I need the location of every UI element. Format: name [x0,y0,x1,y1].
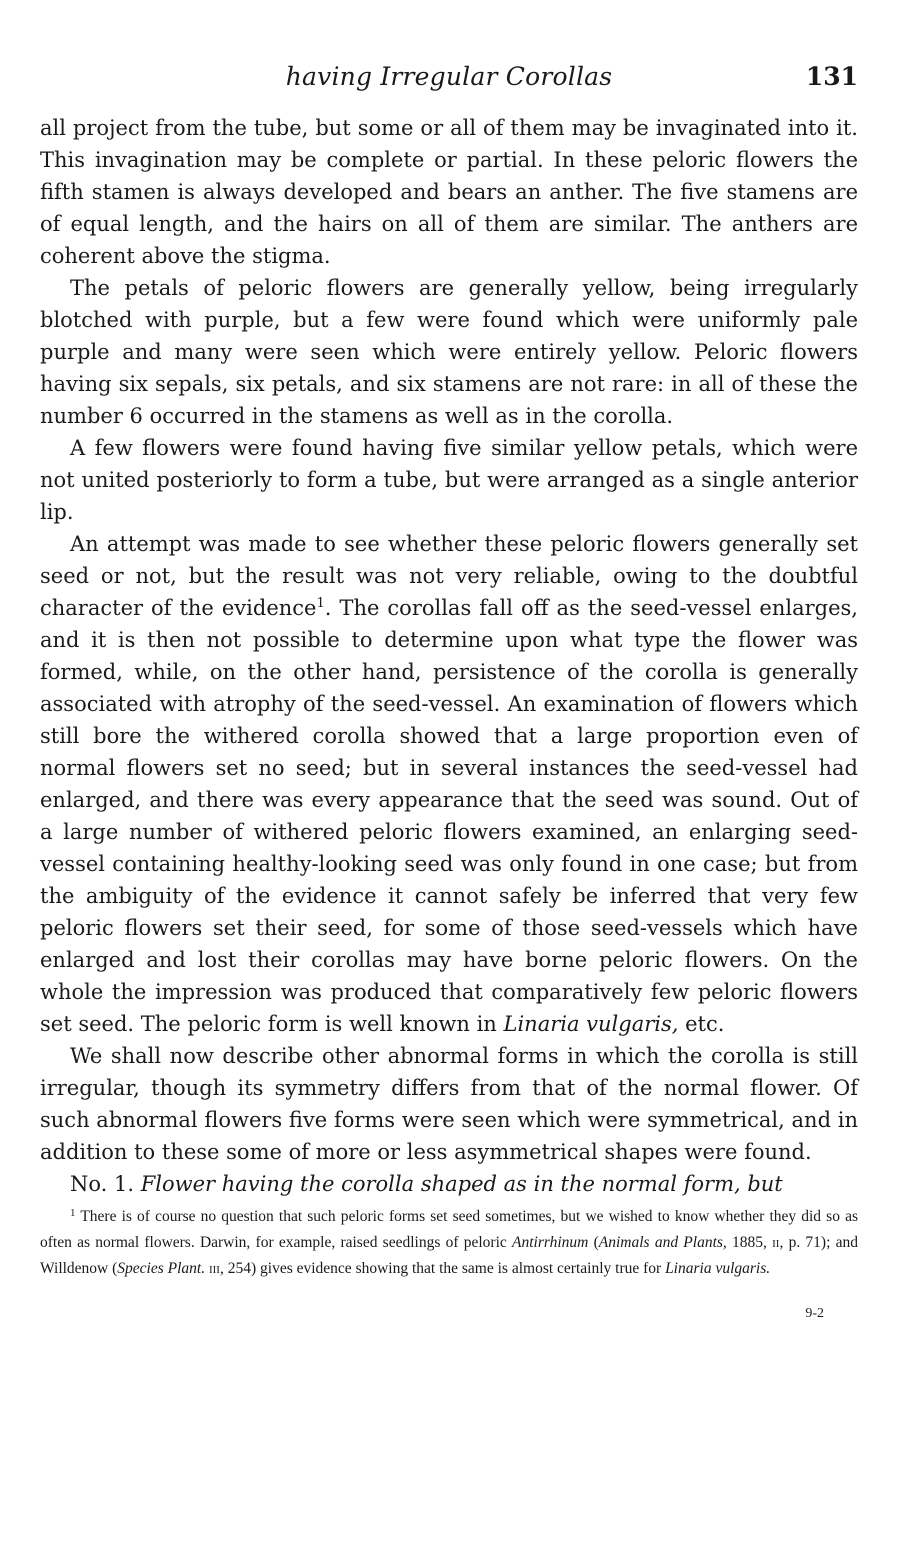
footnote-reference: 1 [316,596,325,611]
printer-signature: 9-2 [805,1306,824,1321]
paragraph-4 [40,528,858,1040]
footnote-text: ( [588,1234,599,1251]
form-description: Flower having the corolla shaped as in the normal form, but [140,1172,783,1196]
footnotes [40,1204,858,1282]
paragraph-6 [40,1168,858,1200]
species-name: Linaria vulgaris, [503,1012,679,1036]
footnote-text: 1885, [726,1234,773,1251]
book-page [40,60,858,1322]
footnote-text: , p. 71); and Willdenow ( [40,1234,859,1277]
footnote-marker: 1 [70,1207,76,1219]
book-title: Species Plant. [117,1260,206,1277]
genus-name: Antirrhinum [512,1234,589,1251]
page-number: 131 [805,62,858,91]
paragraph-1: all project from the tube, but some or all of them may be invaginated into it. This invagination may be complete or partial. In these peloric flowers the fifth stamen is always developed and bears an anther. The five stamens are of equal length, and the hairs on all of them are similar. The anthers are coherent above the stigma. [40,116,858,268]
running-head [40,60,858,104]
paragraph-3: A few flowers were found having five similar yellow petals, which were not united posteriorly to form a tube, but were arranged as a single anterior lip. [40,436,858,524]
book-title: Animals and Plants, [598,1234,727,1251]
footnote-text: , 254) gives evidence showing that the same is almost certainly true for [219,1260,666,1277]
volume-number: iii [208,1260,220,1277]
footnote-1 [40,1204,858,1282]
volume-number: ii [772,1234,780,1251]
body-text [40,112,858,1200]
paragraph-4-part-c: etc. [678,1012,725,1036]
running-title: having Irregular Corollas [285,62,613,91]
species-name: Linaria vulgaris. [665,1260,771,1277]
paragraph-5: We shall now describe other abnormal forms in which the corolla is still irregular, though its symmetry differs from that of the normal flower. Of such abnormal flowers five forms were seen which were symmetrical, and in addition to these some of more or less asymmetrical shapes were found. [40,1044,858,1164]
form-label: No. 1. [70,1172,141,1196]
paragraph-2: The petals of peloric flowers are generally yellow, being irregularly blotched with purple, but a few were found which were uniformly pale purple and many were seen which were entirely yellow. Peloric flowers having six sepals, six petals, and six stamens are not rare: in all of these the number 6 occurred in the stamens as well as in the corolla. [40,276,858,428]
footnote-text: There is of course no question that such peloric forms set seed sometimes, but we wished to know whether they did so as often as normal flowers. Darwin, for example, raised seedlings of peloric [40,1208,858,1251]
paragraph-4-part-a: An attempt was made to see whether these peloric flowers generally set seed or not, but the result was not very reliable, owing to the doubtful character of the evidence [40,532,858,620]
paragraph-4-part-b: . The corollas fall off as the seed-vessel enlarges, and it is then not possible to determine upon what type the flower was formed, while, on the other hand, persistence of the corolla is generally associated with atrophy of the seed-vessel. An examination of flowers which still bore the withered corolla showed that a large proportion even of normal flowers set no seed; but in several instances the seed-vessel had enlarged, and there was every appearance that the seed was sound. Out of a large number of withered peloric flowers examined, an enlarging seed-vessel containing healthy-looking seed was only found in one case; but from the ambiguity of the evidence it cannot safely be inferred that very few peloric flowers set their seed, for some of those seed-vessels which have enlarged and lost their corollas may have borne peloric flowers. On the whole the impression was produced that comparatively few peloric flowers set seed. The peloric form is well known in [40,596,858,1036]
